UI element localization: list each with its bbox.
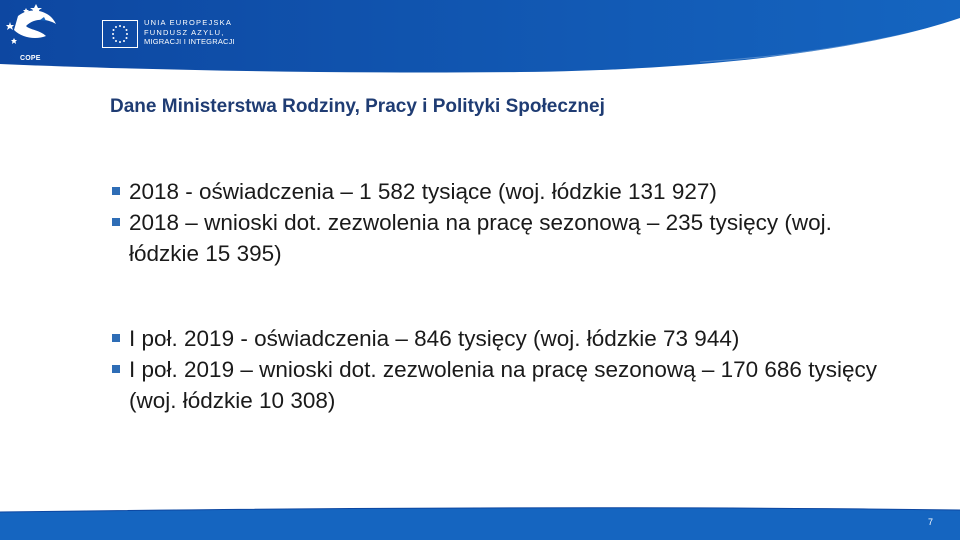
slide-title: Dane Ministerstwa Rodziny, Pracy i Polityki Społecznej	[110, 96, 605, 117]
header-band	[0, 0, 960, 76]
bullet-item	[112, 176, 902, 207]
bullet-text: I poł. 2019 - oświadczenia – 846 tysięcy (woj. łódzkie 73 944)	[129, 326, 740, 351]
bullet-text: 2018 – wnioski dot. zezwolenia na pracę sezonową – 235 tysięcy (woj. łódzkie 15 395)	[129, 210, 832, 266]
footer-band	[0, 506, 960, 540]
bullet-item	[112, 207, 902, 269]
bullet-square-icon	[112, 365, 120, 373]
bullet-square-icon	[112, 218, 120, 226]
bullet-square-icon	[112, 187, 120, 195]
footer-background	[0, 506, 960, 540]
eu-fund-label: UNIA EUROPEJSKA FUNDUSZ AZYLU, MIGRACJI I INTEGRACJI	[144, 18, 235, 46]
eu-flag-icon	[102, 20, 138, 48]
spacer	[112, 269, 902, 323]
bullet-text: I poł. 2019 – wnioski dot. zezwolenia na pracę sezonową – 170 686 tysięcy (woj. łódzkie 10 308)	[129, 357, 877, 413]
page-number: 7	[928, 517, 934, 527]
bullet-item	[112, 323, 902, 354]
cope-logo-icon	[0, 0, 64, 62]
bullet-list	[112, 176, 902, 416]
bullet-item	[112, 354, 902, 416]
bullet-square-icon	[112, 334, 120, 342]
bullet-text: 2018 - oświadczenia – 1 582 tysiące (woj. łódzkie 131 927)	[129, 179, 717, 204]
cope-logo-text: COPE	[20, 55, 41, 62]
